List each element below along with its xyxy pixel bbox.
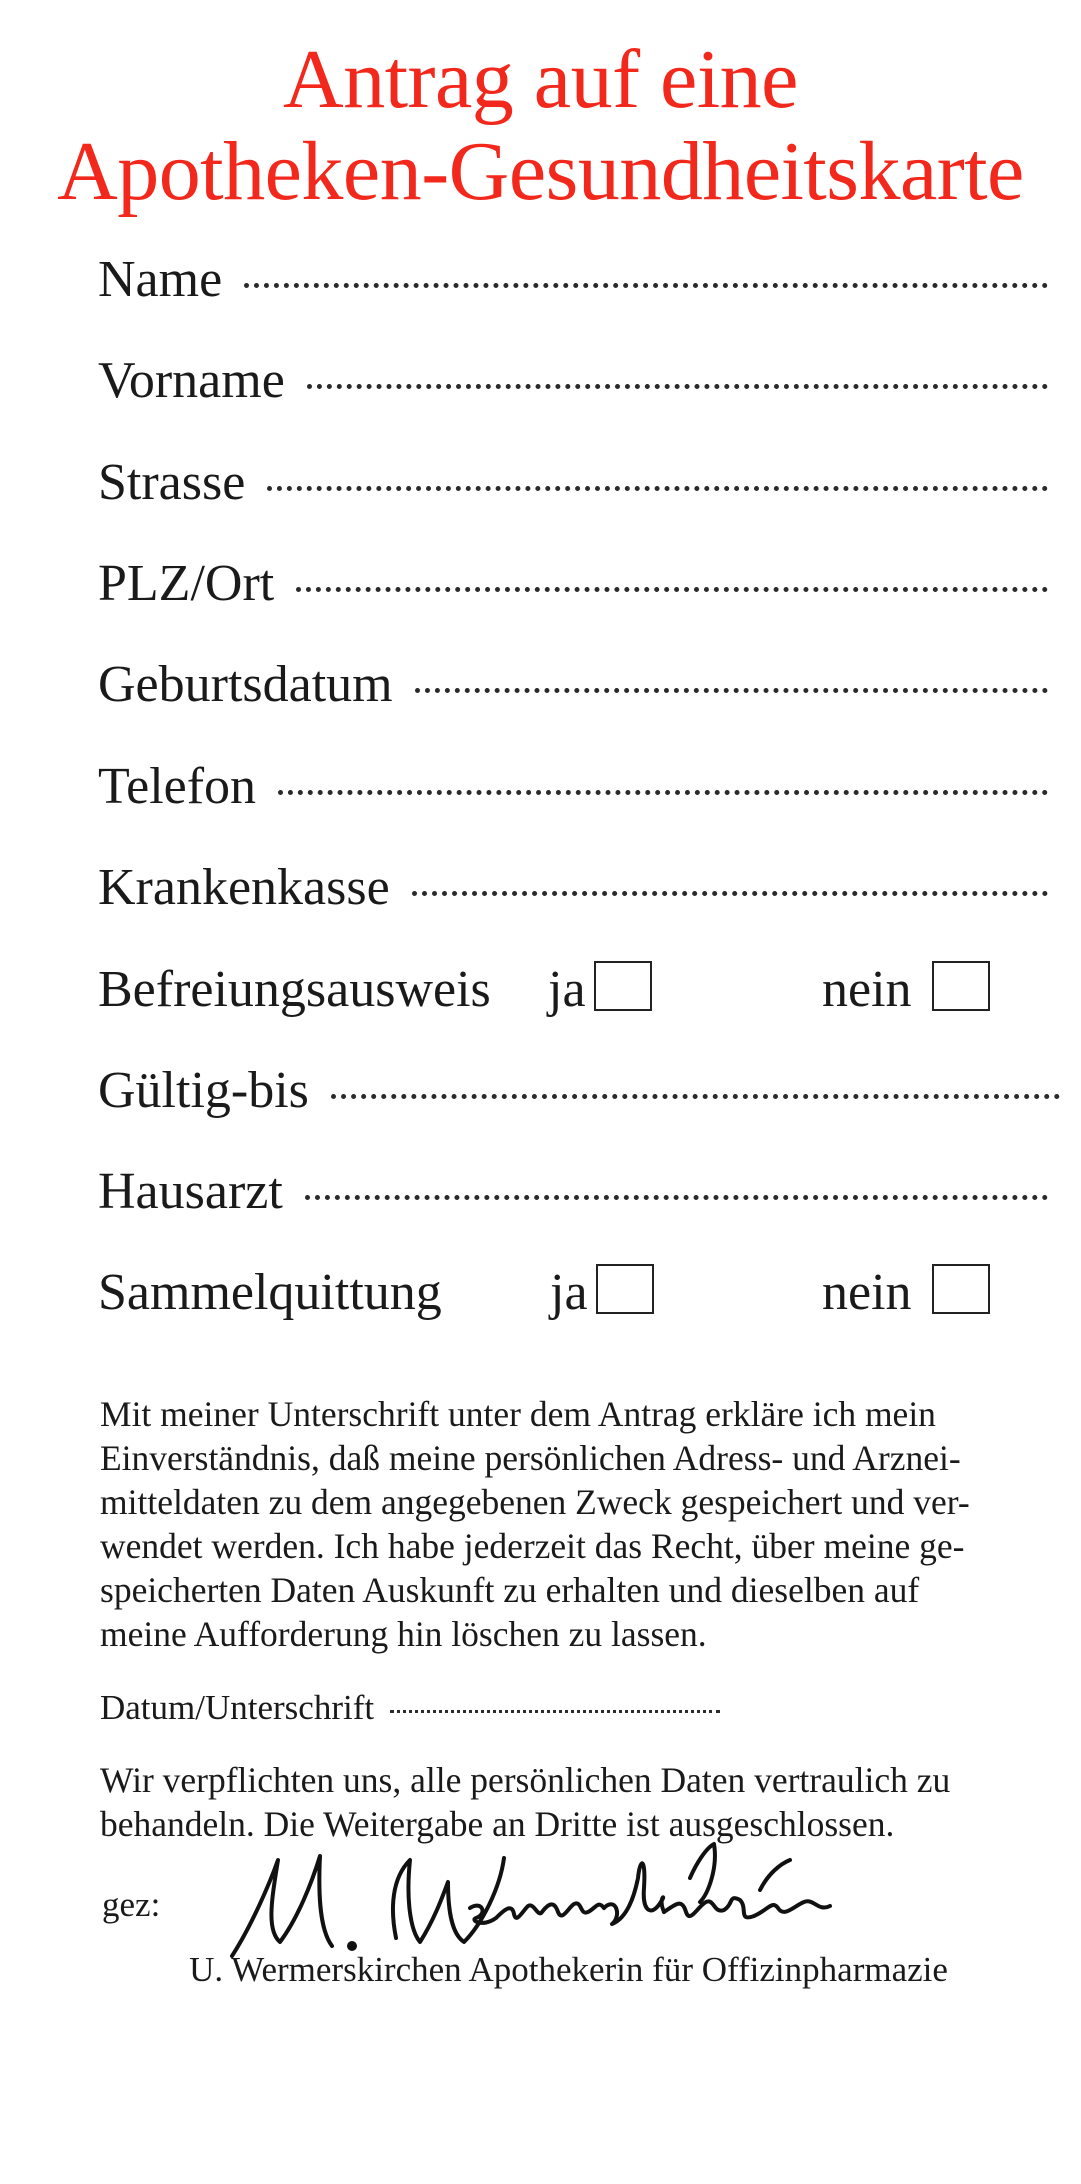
- consent-line: wendet werden. Ich habe jederzeit das Recht, über meine ge-: [100, 1526, 965, 1566]
- field-label-krankenkasse: Krankenkasse: [98, 859, 390, 916]
- befreiungsausweis-nein-checkbox[interactable]: [932, 961, 990, 1011]
- befreiungsausweis-label: Befreiungsausweis: [98, 961, 491, 1018]
- field-line-name[interactable]: [244, 283, 1048, 288]
- sammelquittung-row: [98, 1263, 1048, 1327]
- field-row-vorname[interactable]: [98, 351, 1048, 415]
- sammelquittung-label: Sammelquittung: [98, 1264, 442, 1321]
- field-line-geburtsdatum[interactable]: [415, 688, 1048, 693]
- privacy-paragraph: [100, 1758, 1040, 1846]
- field-line-krankenkasse[interactable]: [412, 891, 1048, 896]
- field-line-telefon[interactable]: [278, 790, 1048, 795]
- field-row-krankenkasse[interactable]: [98, 858, 1048, 922]
- form-title-line-1: Antrag auf eine: [283, 33, 798, 126]
- consent-line: speicherten Daten Auskunft zu erhalten und dieselben auf: [100, 1570, 920, 1610]
- consent-paragraph: [100, 1392, 1040, 1656]
- field-row-geburtsdatum[interactable]: [98, 655, 1048, 719]
- field-label-hausarzt: Hausarzt: [98, 1163, 283, 1220]
- field-label-strasse: Strasse: [98, 454, 246, 511]
- field-row-name[interactable]: [98, 250, 1048, 314]
- signatory-caption: U. Wermerskirchen Apothekerin für Offizinpharmazie: [189, 1950, 948, 1989]
- gez-label: gez:: [102, 1885, 161, 1924]
- field-line-plz-ort[interactable]: [296, 587, 1048, 592]
- consent-line: Einverständnis, daß meine persönlichen Adress- und Arznei-: [100, 1438, 961, 1478]
- befreiungsausweis-nein-option[interactable]: [822, 960, 990, 1019]
- field-line-hausarzt[interactable]: [305, 1195, 1048, 1200]
- befreiungsausweis-nein-label: nein: [822, 961, 912, 1018]
- field-line-strasse[interactable]: [267, 486, 1048, 491]
- privacy-line: Wir verpflichten uns, alle persönlichen Daten vertraulich zu: [100, 1760, 951, 1800]
- field-line-vorname[interactable]: [307, 384, 1048, 389]
- consent-line: mitteldaten zu dem angegebenen Zweck gespeichert und ver-: [100, 1482, 970, 1522]
- date-signature-row[interactable]: [100, 1688, 800, 1728]
- field-row-telefon[interactable]: [98, 757, 1048, 821]
- field-row-strasse[interactable]: [98, 453, 1048, 517]
- befreiungsausweis-ja-label: ja: [548, 961, 586, 1018]
- privacy-line: behandeln. Die Weitergabe an Dritte ist ausgeschlossen.: [100, 1804, 895, 1844]
- sammelquittung-nein-checkbox[interactable]: [932, 1264, 990, 1314]
- field-label-telefon: Telefon: [98, 758, 257, 815]
- befreiungsausweis-row: [98, 960, 1048, 1024]
- field-row-plz-ort[interactable]: [98, 554, 1048, 618]
- field-label-geburtsdatum: Geburtsdatum: [98, 656, 393, 713]
- form-title-line-2: Apotheken-Gesundheitskarte: [57, 125, 1024, 218]
- field-label-vorname: Vorname: [98, 352, 285, 409]
- befreiungsausweis-ja-checkbox[interactable]: [594, 961, 652, 1011]
- befreiungsausweis-ja-option[interactable]: [548, 960, 652, 1019]
- field-label-name: Name: [98, 251, 223, 308]
- field-row-hausarzt[interactable]: [98, 1162, 1048, 1226]
- sammelquittung-ja-checkbox[interactable]: [596, 1264, 654, 1314]
- sammelquittung-ja-label: ja: [550, 1264, 588, 1321]
- field-row-gueltig-bis[interactable]: [98, 1061, 1048, 1125]
- consent-line: meine Aufforderung hin löschen zu lassen.: [100, 1614, 707, 1654]
- sammelquittung-nein-option[interactable]: [822, 1263, 990, 1322]
- date-signature-line[interactable]: [390, 1710, 720, 1713]
- sammelquittung-ja-option[interactable]: [550, 1263, 654, 1322]
- date-signature-label: Datum/Unterschrift: [100, 1688, 375, 1727]
- sammelquittung-nein-label: nein: [822, 1264, 912, 1321]
- field-label-gueltig-bis: Gültig-bis: [98, 1062, 309, 1119]
- field-label-plz-ort: PLZ/Ort: [98, 555, 275, 612]
- field-line-gueltig-bis[interactable]: [331, 1094, 1060, 1099]
- consent-line: Mit meiner Unterschrift unter dem Antrag erkläre ich mein: [100, 1394, 936, 1434]
